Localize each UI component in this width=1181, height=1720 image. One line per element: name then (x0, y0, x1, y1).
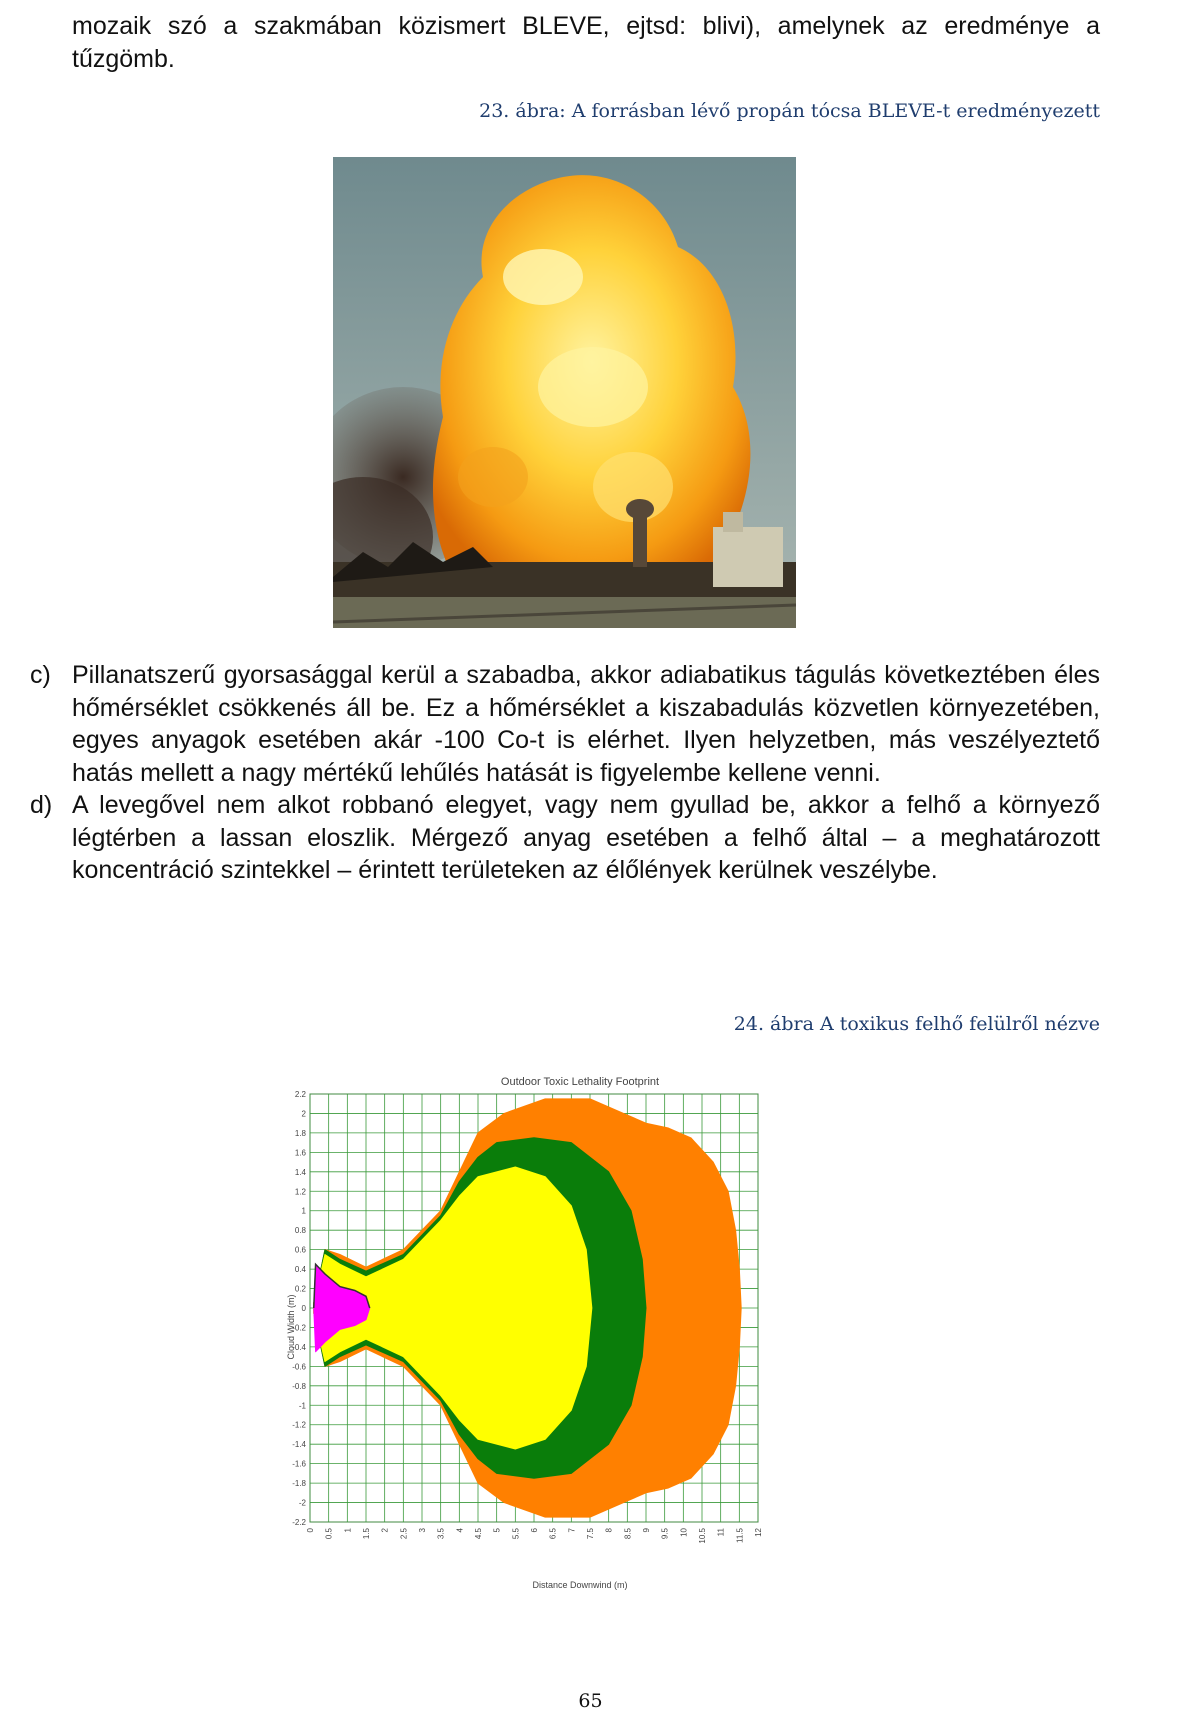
x-tick-label: 4 (455, 1528, 465, 1533)
y-tick-label: -0.6 (292, 1362, 306, 1372)
x-tick-label: 3 (418, 1528, 427, 1533)
y-tick-label: -0.2 (292, 1323, 306, 1333)
list-marker-d: d) (30, 791, 53, 819)
x-tick-label: 11.5 (735, 1528, 745, 1543)
x-tick-label: 3.5 (436, 1528, 446, 1540)
list-text-d: A levegővel nem alkot robbanó elegyet, vagy nem gyullad be, akkor a felhő a környező légtérben a lassan eloszlik. Mérgező anyag esetében a felhő által – a meghatározott koncentráció szintekkel – érintett területeken az élőlények kerülnek veszélybe. (72, 791, 1100, 884)
x-tick-label: 6 (530, 1528, 539, 1533)
y-tick-label: -1.4 (292, 1440, 306, 1450)
x-tick-label: 10.5 (698, 1528, 707, 1544)
y-tick-label: 0 (301, 1304, 306, 1313)
y-tick-label: -2.2 (292, 1518, 306, 1527)
y-tick-label: -1 (298, 1401, 306, 1411)
y-tick-label: 2.2 (294, 1090, 306, 1099)
y-tick-label: -0.8 (292, 1381, 306, 1391)
chart-title: Outdoor Toxic Lethality Footprint (500, 1076, 660, 1088)
x-tick-label: 8.5 (623, 1528, 633, 1540)
x-tick-label: 2 (380, 1528, 390, 1533)
figure-23-caption: 23. ábra: A forrásban lévő propán tócsa BLEVE-t eredményezett (479, 100, 1100, 122)
x-tick-label: 5.5 (511, 1528, 521, 1540)
y-tick-label: 0.6 (294, 1245, 306, 1255)
y-tick-label: 1.4 (294, 1167, 306, 1177)
x-tick-label: 2.5 (399, 1528, 409, 1540)
continuation-paragraph: mozaik szó a szakmában közismert BLEVE, ejtsd: blivi), amelynek az eredménye a tűzgömb. (72, 12, 1100, 73)
list-marker-c: c) (30, 661, 51, 689)
y-tick-label: 1.8 (294, 1128, 306, 1138)
page-number: 65 (578, 1690, 603, 1712)
toxic-footprint-chart (270, 1062, 850, 1592)
fireball-photo (333, 157, 796, 628)
x-tick-label: 4.5 (474, 1528, 483, 1540)
list-text-c: Pillanatszerű gyorsasággal kerül a szabadba, akkor adiabatikus tágulás következtében éles hőmérséklet csökkenés áll be. Ez a hőmérséklet a kiszabadulás közvetlen környezetében, egyes anyagok esetében akár -100 Co-t is elérhet. Ilyen helyzetben, más veszélyeztető hatás mellett a nagy mértékű lehűlés hatását is figyelembe kellene venni. (72, 661, 1100, 787)
y-tick-label: 0.8 (294, 1226, 306, 1236)
list-item-c (30, 659, 1100, 789)
x-tick-label: 9 (642, 1528, 651, 1533)
x-tick-label: 7.5 (586, 1528, 595, 1540)
figure-24-caption: 24. ábra A toxikus felhő felülről nézve (733, 1013, 1100, 1035)
x-tick-label: 10 (679, 1528, 689, 1537)
x-tick-label: 8 (604, 1528, 614, 1533)
y-tick-label: 0.4 (294, 1265, 306, 1275)
x-tick-label: 1.5 (362, 1528, 371, 1540)
x-tick-label: 12 (754, 1528, 763, 1537)
chart-x-axis-label: Distance Downwind (m) (532, 1580, 628, 1590)
x-tick-label: 7 (567, 1528, 577, 1533)
chart-y-axis-label: Cloud Width (m) (286, 1294, 296, 1360)
list-item-d (30, 789, 1100, 887)
y-tick-label: 2 (301, 1109, 306, 1119)
x-tick-label: 11 (716, 1528, 726, 1537)
y-tick-label: -1.8 (292, 1479, 306, 1489)
y-tick-label: -1.6 (292, 1459, 306, 1469)
x-tick-label: 6.5 (548, 1528, 558, 1540)
y-tick-label: 0.2 (294, 1284, 306, 1294)
x-tick-label: 0 (306, 1528, 315, 1533)
y-tick-label: 1.6 (294, 1148, 306, 1158)
x-tick-label: 1 (343, 1528, 353, 1533)
y-tick-label: 1.2 (294, 1187, 306, 1197)
y-tick-label: -0.4 (292, 1342, 306, 1352)
x-tick-label: 9.5 (660, 1528, 670, 1540)
x-tick-label: 0.5 (324, 1528, 334, 1540)
y-tick-label: -1.2 (292, 1420, 306, 1430)
x-tick-label: 5 (492, 1528, 502, 1533)
y-tick-label: -2 (298, 1498, 306, 1508)
y-tick-label: 1 (301, 1206, 306, 1216)
